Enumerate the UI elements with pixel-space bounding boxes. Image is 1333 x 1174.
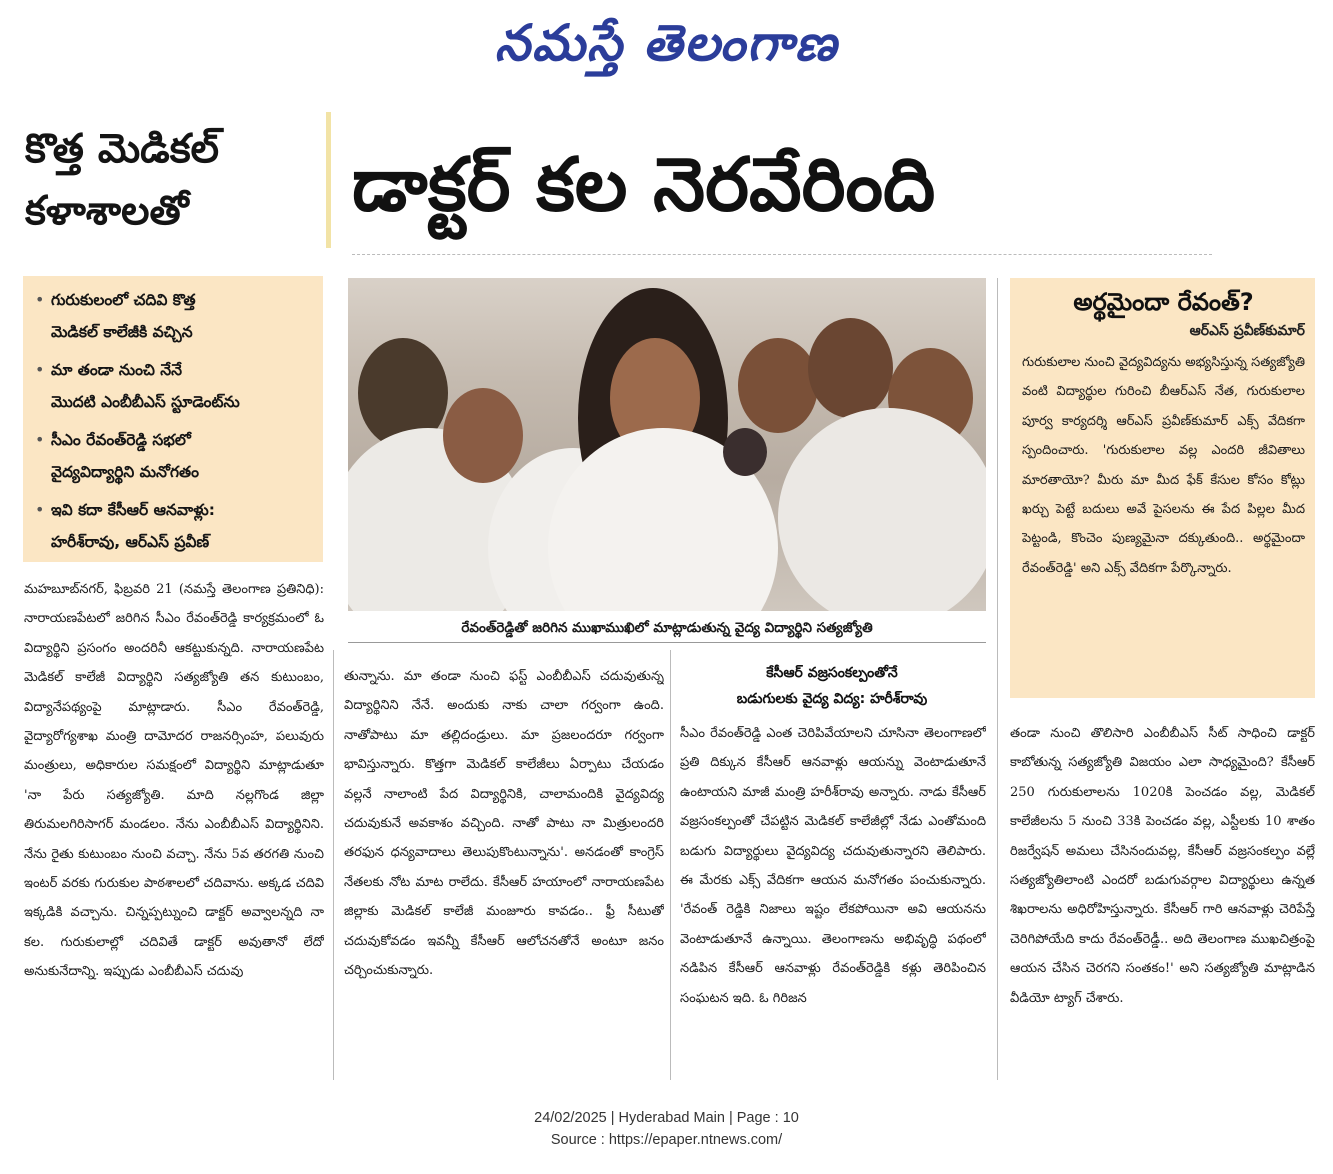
sidebar-box bbox=[1010, 278, 1315, 698]
bullet-icon: • bbox=[35, 360, 45, 379]
sidebar-title: అర్థమైందా రేవంత్? bbox=[1073, 288, 1254, 316]
highlight-line: గురుకులంలో చదివి కొత్త bbox=[51, 291, 196, 309]
highlight-item bbox=[35, 354, 315, 418]
footer-source: Source : https://epaper.ntnews.com/ bbox=[550, 1132, 783, 1148]
kicker-divider bbox=[326, 112, 331, 248]
sidebar-body: గురుకులాల నుంచి వైద్యవిద్యను అభ్యసిస్తున్న సత్యజ్యోతి వంటి విద్యార్థుల గురించి బీఆర్‌ఎస్ నేత, గురుకులాల పూర్వ కార్యదర్శి ఆర్‌ఎస్ ప్రవీణ్‌కుమార్ ఎక్స్ వేదికగా స్పందించారు. 'గురుకులాల వల్ల ఎందరి జీవితాలు మారతాయో? మీరు మా మీద ఫేక్ కేసుల కోసం కోట్లు ఖర్చు పెట్టే బదులు అవే పైసలను ఈ పేద పిల్లల మీద పెట్టండి, కొంచెం పుణ్యమైనా దక్కుతుంది.. అర్థమైందా రేవంత్‌రెడ్డి' అని ఎక్స్ వేదికగా పేర్కొన్నారు. bbox=[1022, 355, 1305, 576]
sidebar-byline: ఆర్‌ఎస్ ప్రవీణ్‌కుమార్ bbox=[1189, 323, 1305, 339]
highlight-line: ఇవి కదా కేసీఆర్ ఆనవాళ్లు: bbox=[51, 501, 215, 519]
article-column-4: తండా నుంచి తొలిసారి ఎంబీబీఎస్ సీట్ సాధించి డాక్టర్ కాబోతున్న సత్యజ్యోతి విజయం ఎలా సాధ్యమైంది? కేసీఆర్ 250 గురుకులాలను 1020కి పెంచడం వల్ల, మెడికల్ కాలేజీలను 5 నుంచి 33కి పెంచడం వల్ల, ఎస్టీలకు 10 శాతం రిజర్వేషన్ అమలు చేసినందువల్ల, కేసీఆర్ వజ్రసంకల్పం వల్లే సత్యజ్యోతిలాంటి ఎందరో బడుగువర్గాల విద్యార్థులు ఉన్నత శిఖరాలను అధిరోహిస్తున్నారు. కేసీఆర్ గారి ఆనవాళ్లు చెరిపేస్తే చెరిగిపోయేది కాదు రేవంత్‌రెడ్డీ.. అది తెలంగాణ ముఖచిత్రంపై ఆయన చేసిన చెరగని సంతకం!' అని సత్యజ్యోతి మాట్లాడిన వీడియో ట్యాగ్ చేశారు. bbox=[1010, 726, 1315, 1006]
microphone-icon bbox=[723, 428, 767, 476]
highlights-box bbox=[23, 276, 323, 562]
photo-figure bbox=[443, 388, 523, 483]
highlight-line: మొదటి ఎంబీబీఎస్ స్టూడెంట్‌ను bbox=[51, 393, 240, 411]
kicker-line-1: కొత్త మెడికల్ bbox=[25, 126, 220, 172]
bullet-icon: • bbox=[35, 430, 45, 449]
photo-figure bbox=[808, 318, 893, 418]
subheading bbox=[678, 660, 986, 716]
footer-edition-info: 24/02/2025 | Hyderabad Main | Page : 10 bbox=[534, 1110, 799, 1126]
article-column-3: సీఎం రేవంత్‌రెడ్డి ఎంత చెరిపివేయాలని చూసినా తెలంగాణలో ప్రతి దిక్కున కేసీఆర్ ఆనవాళ్లు ఆయన్ను వెంటాడుతూనే ఉంటాయని మాజీ మంత్రి హరీశ్‌రావు అన్నారు. నాడు కేసీఆర్ వజ్రసంకల్పంతో చేపట్టిన మెడికల్ కాలేజీల్లో నేడు ఎంతోమంది బడుగు విద్యార్థులు వైద్యవిద్య చదువుతున్నారని తెలిపారు. ఈ మేరకు ఎక్స్ వేదికగా ఆయన మనోగతం పంచుకున్నారు. 'రేవంత్ రెడ్డికి నిజాలు ఇష్టం లేకపోయినా అవి ఆయనను వెంటాడుతూనే ఉన్నాయి. తెలంగాణను అభివృద్ధి పథంలో నడిపిన కేసీఆర్ ఆనవాళ్లు రేవంత్‌రెడ్డికి కళ్లు తెరిపించిన సంఘటన ఇది. ఓ గిరిజన bbox=[680, 726, 986, 1006]
highlight-line: హరీశ్‌రావు, ఆర్‌ఎస్ ప్రవీణ్ bbox=[51, 533, 210, 551]
kicker bbox=[25, 118, 315, 258]
highlight-item bbox=[35, 494, 315, 558]
highlight-line: సీఎం రేవంత్‌రెడ్డి సభలో bbox=[51, 431, 191, 449]
article-column-1: మహబూబ్‌నగర్, ఫిబ్రవరి 21 (నమస్తే తెలంగాణ ప్రతినిధి): నారాయణపేటలో జరిగిన సీఎం రేవంత్‌రెడ్డి కార్యక్రమంలో ఓ విద్యార్థిని ప్రసంగం అందరినీ ఆకట్టుకున్నది. నారాయణపేట మెడికల్ కాలేజీ విద్యార్థిని సత్యజ్యోతి తన కుటుంబం, విద్యానేపథ్యంపై మాట్లాడారు. సీఎం రేవంత్‌రెడ్డి, వైద్యారోగ్యశాఖ మంత్రి దామోదర రాజనర్సింహ, పలువురు మంత్రులు, అధికారుల సమక్షంలో విద్యార్థిని మాట్లాడుతూ 'నా పేరు సత్యజ్యోతి. మాది నల్లగొండ జిల్లా తిరుమలగిరిసాగర్ మండలం. నేను ఎంబీబీఎస్ విద్యార్థినిని. నేను రైతు కుటుంబం నుంచి వచ్చా. నేను 5వ తరగతి నుంచి ఇంటర్ వరకు గురుకుల పాఠశాలలో చదివాను. అక్కడ చదివి ఇక్కడికి వచ్చాను. చిన్నప్పట్నుంచి డాక్టర్ అవ్వాలన్నది నా కల. గురుకులాల్లో చదివితే డాక్టర్ అవుతానో లేదో అనుకునేదాన్ని. ఇప్పుడు ఎంబీబీఎస్ చదువు bbox=[24, 582, 324, 980]
photo-caption: రేవంత్‌రెడ్డితో జరిగిన ముఖాముఖిలో మాట్లాడుతున్న వైద్య విద్యార్థిని సత్యజ్యోతి bbox=[348, 614, 986, 643]
photo-figure bbox=[738, 338, 818, 433]
highlight-line: మా తండా నుంచి నేనే bbox=[51, 361, 183, 379]
subheading-line: బడుగులకు వైద్య విద్య: హరీశ్‌రావు bbox=[736, 691, 928, 707]
article-column-2: తున్నాను. మా తండా నుంచి ఫస్ట్ ఎంబీబీఎస్ చదువుతున్న విద్యార్థినిని నేనే. అందుకు నాకు చాలా గర్వంగా ఉంది. నాతోపాటు మా తల్లిదండ్రులు. మా ప్రజలందరూ గర్వంగా భావిస్తున్నారు. కొత్తగా మెడికల్ కాలేజీలు ఏర్పాటు చేయడం వల్లనే నాలాంటి పేద విద్యార్థినికి, చాలామందికి వైద్యవిద్య చదువుకునే అవకాశం వచ్చింది. నాతో పాటు నా మిత్రులందరి తరఫున ధన్యవాదాలు తెలుపుకొంటున్నాను'. అనడంతో కాంగ్రెస్ నేతలకు నోట మాట రాలేదు. కేసీఆర్ హయాంలో నారాయణపేట జిల్లాకు మెడికల్ కాలేజీ మంజూరు కావడం.. ఫ్రీ సీటుతో చదువుకోవడం ఇవన్నీ కేసీఆర్ ఆలోచనతోనే అంటూ జనం చర్చించుకున్నారు. bbox=[344, 669, 664, 979]
column-rule bbox=[333, 650, 334, 1080]
news-photo bbox=[348, 278, 986, 611]
column-rule bbox=[670, 650, 671, 1080]
highlight-item bbox=[35, 424, 315, 488]
photo-figure bbox=[778, 408, 986, 611]
masthead-title: నమస్తే తెలంగాణ bbox=[494, 13, 839, 72]
subheading-line: కేసీఆర్ వజ్రసంకల్పంతోనే bbox=[766, 665, 898, 681]
highlight-line: మెడికల్ కాలేజీకి వచ్చిన bbox=[51, 323, 193, 341]
bullet-icon: • bbox=[35, 290, 45, 309]
column-rule bbox=[997, 278, 998, 1080]
headline: డాక్టర్ కల నెరవేరింది bbox=[352, 142, 936, 228]
highlight-item bbox=[35, 284, 315, 348]
highlight-line: వైద్యవిద్యార్థిని మనోగతం bbox=[51, 463, 199, 481]
kicker-line-2: కళాశాలతో bbox=[25, 188, 189, 234]
bullet-icon: • bbox=[35, 500, 45, 519]
headline-rule bbox=[352, 254, 1212, 255]
